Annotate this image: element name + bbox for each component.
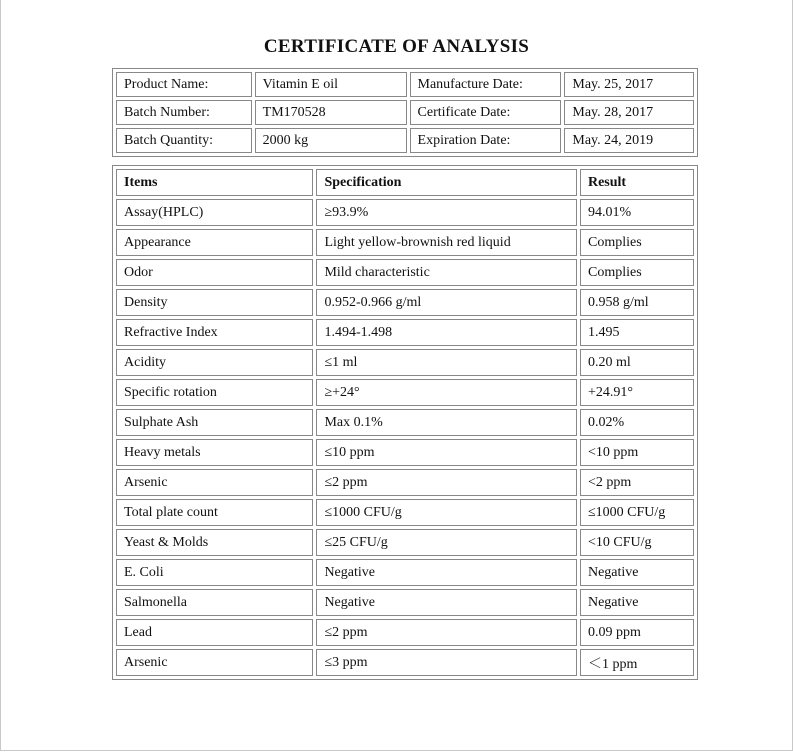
analysis-table (112, 165, 698, 680)
product-info-table (112, 68, 698, 157)
table-row (116, 439, 694, 466)
info-row (116, 128, 694, 153)
table-row (116, 619, 694, 646)
specification-cell: ≤2 ppm (316, 619, 577, 646)
table-row (116, 649, 694, 676)
result-cell: ＜1 ppm (580, 649, 694, 676)
table-row (116, 199, 694, 226)
specification-cell: ≤25 CFU/g (316, 529, 577, 556)
item-cell: Heavy metals (116, 439, 313, 466)
table-row (116, 589, 694, 616)
info-row (116, 100, 694, 125)
specification-cell: Negative (316, 589, 577, 616)
item-cell: Salmonella (116, 589, 313, 616)
result-cell: <10 ppm (580, 439, 694, 466)
specification-cell: Mild characteristic (316, 259, 577, 286)
info-label: Expiration Date: (410, 128, 562, 153)
info-label: Product Name: (116, 72, 252, 97)
table-row (116, 229, 694, 256)
result-cell: Complies (580, 259, 694, 286)
specification-cell: 1.494-1.498 (316, 319, 577, 346)
column-header-items: Items (116, 169, 313, 196)
info-label: Manufacture Date: (410, 72, 562, 97)
info-value: TM170528 (255, 100, 407, 125)
table-row (116, 319, 694, 346)
specification-cell: Max 0.1% (316, 409, 577, 436)
specification-cell: 0.952-0.966 g/ml (316, 289, 577, 316)
table-row (116, 409, 694, 436)
info-value: May. 25, 2017 (564, 72, 694, 97)
item-cell: Yeast & Molds (116, 529, 313, 556)
specification-cell: ≤1000 CFU/g (316, 499, 577, 526)
item-cell: Sulphate Ash (116, 409, 313, 436)
specification-cell: Negative (316, 559, 577, 586)
result-cell: ≤1000 CFU/g (580, 499, 694, 526)
item-cell: Arsenic (116, 469, 313, 496)
table-header-row (116, 169, 694, 196)
table-row (116, 559, 694, 586)
specification-cell: Light yellow-brownish red liquid (316, 229, 577, 256)
specification-cell: ≥93.9% (316, 199, 577, 226)
info-row (116, 72, 694, 97)
item-cell: Specific rotation (116, 379, 313, 406)
item-cell: Total plate count (116, 499, 313, 526)
result-cell: 0.02% (580, 409, 694, 436)
specification-cell: ≤10 ppm (316, 439, 577, 466)
result-cell: 0.958 g/ml (580, 289, 694, 316)
item-cell: Assay(HPLC) (116, 199, 313, 226)
result-cell: Negative (580, 589, 694, 616)
table-row (116, 499, 694, 526)
item-cell: Odor (116, 259, 313, 286)
table-row (116, 289, 694, 316)
document-title: CERTIFICATE OF ANALYSIS (263, 36, 530, 57)
info-value: May. 24, 2019 (564, 128, 694, 153)
result-cell: <2 ppm (580, 469, 694, 496)
info-value: 2000 kg (255, 128, 407, 153)
specification-cell: ≥+24° (316, 379, 577, 406)
table-row (116, 469, 694, 496)
item-cell: Refractive Index (116, 319, 313, 346)
item-cell: Lead (116, 619, 313, 646)
info-label: Certificate Date: (410, 100, 562, 125)
info-value: Vitamin E oil (255, 72, 407, 97)
specification-cell: ≤3 ppm (316, 649, 577, 676)
item-cell: Arsenic (116, 649, 313, 676)
result-cell: 0.20 ml (580, 349, 694, 376)
table-row (116, 379, 694, 406)
info-label: Batch Number: (116, 100, 252, 125)
item-cell: Density (116, 289, 313, 316)
info-value: May. 28, 2017 (564, 100, 694, 125)
column-header-result: Result (580, 169, 694, 196)
table-row (116, 349, 694, 376)
specification-cell: ≤1 ml (316, 349, 577, 376)
specification-cell: ≤2 ppm (316, 469, 577, 496)
result-cell: Negative (580, 559, 694, 586)
item-cell: Appearance (116, 229, 313, 256)
result-cell: 94.01% (580, 199, 694, 226)
result-cell: +24.91° (580, 379, 694, 406)
result-cell: 0.09 ppm (580, 619, 694, 646)
result-cell: <10 CFU/g (580, 529, 694, 556)
result-cell: Complies (580, 229, 694, 256)
table-row (116, 529, 694, 556)
result-cell: 1.495 (580, 319, 694, 346)
column-header-specification: Specification (316, 169, 577, 196)
table-row (116, 259, 694, 286)
item-cell: Acidity (116, 349, 313, 376)
item-cell: E. Coli (116, 559, 313, 586)
info-label: Batch Quantity: (116, 128, 252, 153)
